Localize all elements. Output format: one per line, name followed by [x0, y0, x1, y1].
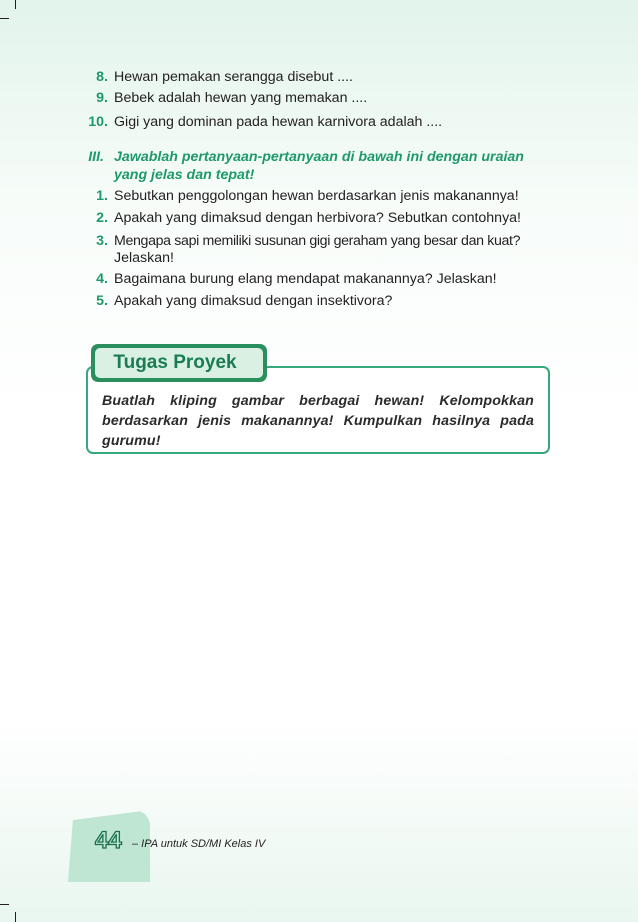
- question-number: 10.: [88, 114, 108, 130]
- question-text: Bebek adalah hewan yang memakan ....: [114, 90, 368, 106]
- question-number: 1.: [96, 188, 108, 204]
- question-number: 8.: [96, 69, 108, 85]
- question-text: Hewan pemakan serangga disebut ....: [114, 69, 353, 85]
- question-text: Bagaimana burung elang mendapat makanannya? Jelaskan!: [114, 271, 497, 287]
- crop-mark: [0, 904, 9, 905]
- section-roman-numeral: III.: [88, 149, 104, 165]
- project-title: Tugas Proyek: [95, 348, 263, 378]
- project-tab: [91, 344, 267, 382]
- crop-mark: [0, 18, 9, 19]
- question-number: 5.: [96, 293, 108, 309]
- question-number: 4.: [96, 271, 108, 287]
- section-instruction-cont: yang jelas dan tepat!: [114, 167, 255, 183]
- section-instruction: Jawablah pertanyaan-pertanyaan di bawah ini dengan uraian: [114, 149, 524, 165]
- question-text-cont: Jelaskan!: [114, 250, 174, 266]
- question-text: Sebutkan penggolongan hewan berdasarkan jenis makanannya!: [114, 188, 519, 204]
- book-title: – IPA untuk SD/MI Kelas IV: [132, 838, 266, 850]
- question-number: 9.: [96, 90, 108, 106]
- question-text: Apakah yang dimaksud dengan herbivora? Sebutkan contohnya!: [114, 210, 521, 226]
- question-text: Mengapa sapi memiliki susunan gigi geraham yang besar dan kuat?: [114, 233, 521, 249]
- question-text: Gigi yang dominan pada hewan karnivora adalah ....: [114, 114, 443, 130]
- question-text: Apakah yang dimaksud dengan insektivora?: [114, 293, 393, 309]
- crop-mark: [15, 0, 16, 9]
- project-text: Buatlah kliping gambar berbagai hewan! Kelompokkan berdasarkan jenis makanannya! Kumpulkan hasilnya pada gurumu!: [102, 393, 534, 449]
- crop-mark: [15, 912, 16, 922]
- page-number: 44: [95, 827, 122, 854]
- question-number: 3.: [96, 233, 108, 249]
- question-number: 2.: [96, 210, 108, 226]
